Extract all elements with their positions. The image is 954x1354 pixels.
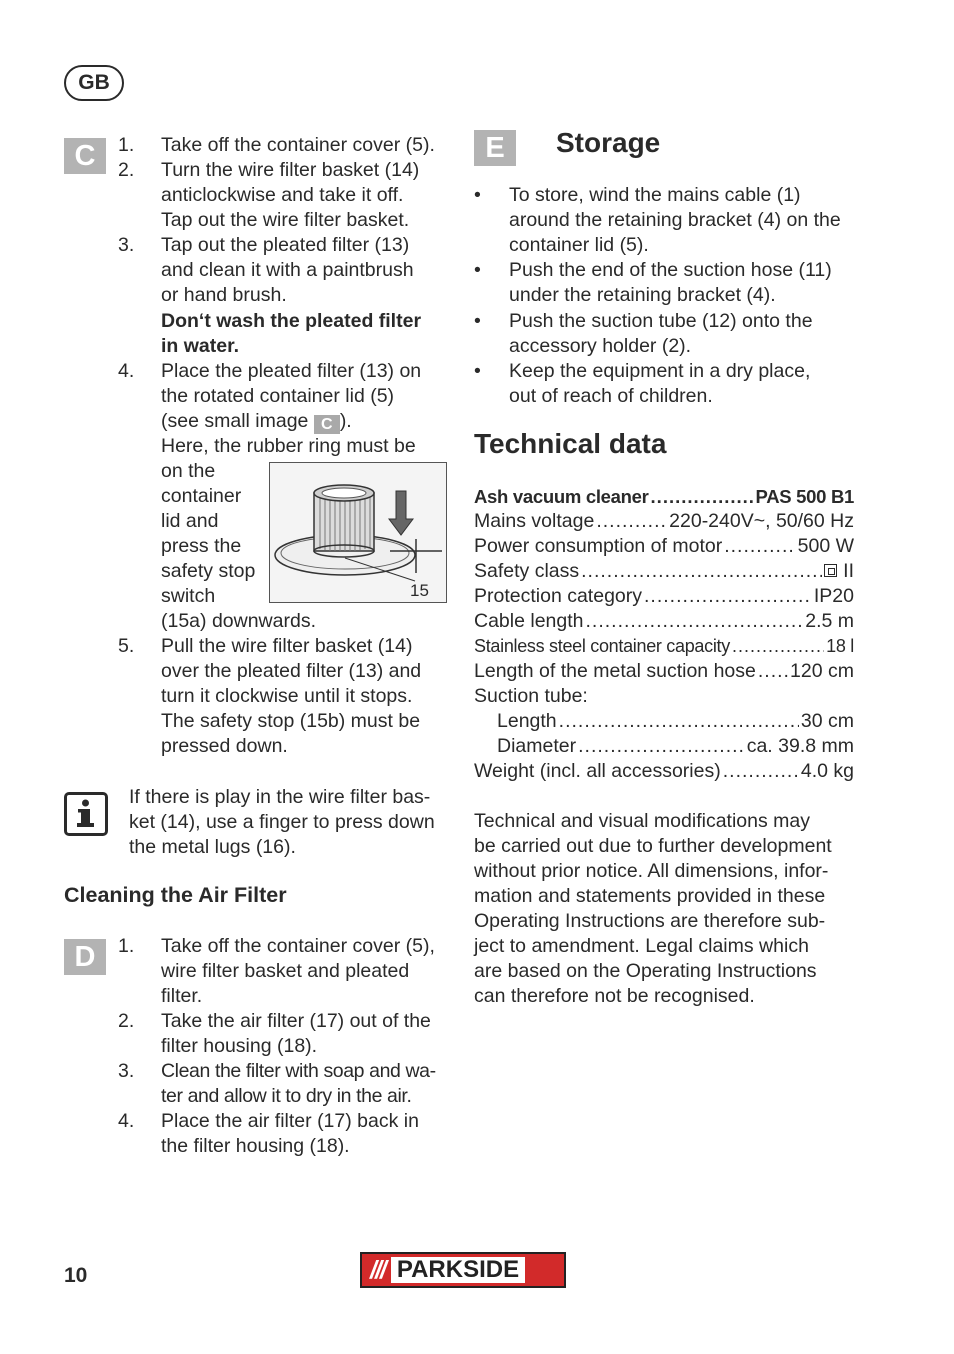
disclaimer-text: are based on the Operating Instructions xyxy=(474,960,817,982)
spec-row xyxy=(474,584,854,609)
step-text: Take off the container cover (5), xyxy=(161,935,435,957)
storage-text: out of reach of children. xyxy=(509,385,713,407)
spec-label: Ash vacuum cleaner xyxy=(474,486,649,507)
step-text: Take the air filter (17) out of the xyxy=(161,1010,431,1032)
step-text: filter. xyxy=(161,985,203,1007)
spec-label: Protection category xyxy=(474,585,643,607)
spec-row xyxy=(474,634,854,659)
spec-value: 4.0 kg xyxy=(800,760,854,782)
step-text: ter and allow it to dry in the air. xyxy=(161,1085,412,1107)
page-number: 10 xyxy=(64,1264,88,1287)
step-text: Place the pleated filter (13) on xyxy=(161,360,422,382)
disclaimer-text: can therefore not be recognised. xyxy=(474,985,755,1007)
spec-label: Cable length xyxy=(474,610,584,632)
section-e-marker: E xyxy=(474,130,516,166)
bullet: • xyxy=(474,310,481,332)
step-text: lid and xyxy=(161,510,219,532)
air-filter-heading: Cleaning the Air Filter xyxy=(64,883,287,907)
step-text: safety stop xyxy=(161,560,256,582)
step-number: 3. xyxy=(118,1060,135,1082)
step-text: Clean the filter with soap and wa- xyxy=(161,1060,436,1082)
spec-value: II xyxy=(843,560,854,582)
step-number: 5. xyxy=(118,635,135,657)
bullet: • xyxy=(474,259,481,281)
section-d-marker: D xyxy=(64,939,106,975)
step-number: 1. xyxy=(118,134,135,156)
spec-value: PAS 500 B1 xyxy=(755,486,854,507)
spec-row xyxy=(497,734,854,759)
step-number: 1. xyxy=(118,935,135,957)
spec-row xyxy=(474,559,854,584)
figure-callout-15: 15 xyxy=(410,581,429,600)
spec-row xyxy=(474,534,854,559)
step-text: Take off the container cover (5). xyxy=(161,134,435,156)
spec-row xyxy=(474,684,854,709)
disclaimer-text: Technical and visual modifications may xyxy=(474,810,810,832)
spec-value: 220-240V~, 50/60 Hz xyxy=(669,510,854,532)
info-icon xyxy=(64,792,108,836)
step-text xyxy=(161,409,352,434)
step-text: over the pleated filter (13) and xyxy=(161,660,422,682)
section-c-marker: C xyxy=(64,138,106,174)
double-insulation-icon xyxy=(824,564,837,577)
spec-value: 18 l xyxy=(826,636,854,656)
filter-lid-figure xyxy=(269,462,447,603)
step-text: wire filter basket and pleated xyxy=(161,960,410,982)
step-text: Place the air filter (17) back in xyxy=(161,1110,419,1132)
storage-text: Push the suction tube (12) onto the xyxy=(509,310,813,332)
spec-label: Weight (incl. all accessories) xyxy=(474,760,721,782)
step-number: 3. xyxy=(118,234,135,256)
step-text: and clean it with a paintbrush xyxy=(161,259,414,281)
spec-row xyxy=(474,759,854,784)
step-text: anticlockwise and take it off. xyxy=(161,184,404,206)
step-text: filter housing (18). xyxy=(161,1035,318,1057)
step-text: Turn the wire filter basket (14) xyxy=(161,159,420,181)
storage-text: around the retaining bracket (4) on the xyxy=(509,209,841,231)
disclaimer-text: be carried out due to further development xyxy=(474,835,832,857)
storage-text: under the retaining bracket (4). xyxy=(509,284,776,306)
spec-label: Suction tube: xyxy=(474,685,588,707)
spec-label: Power consumption of motor xyxy=(474,535,723,557)
step-number: 2. xyxy=(118,159,135,181)
technical-data-heading: Technical data xyxy=(474,428,667,459)
step-text: or hand brush. xyxy=(161,284,287,306)
disclaimer-text: mation and statements provided in these xyxy=(474,885,826,907)
bullet: • xyxy=(474,360,481,382)
storage-text: container lid (5). xyxy=(509,234,649,256)
spec-label: Mains voltage xyxy=(474,510,595,532)
language-badge: GB xyxy=(64,65,124,101)
image-c-reference: C xyxy=(314,415,340,434)
warning-text: in water. xyxy=(161,335,240,357)
disclaimer-text: without prior notice. All dimensions, infor- xyxy=(474,860,829,882)
spec-label: Length of the metal suction hose xyxy=(474,660,756,682)
spec-value: 120 cm xyxy=(790,660,854,682)
step-number: 4. xyxy=(118,1110,135,1132)
storage-text: Keep the equipment in a dry place, xyxy=(509,360,811,382)
spec-label: Length xyxy=(497,710,557,732)
spec-label: Safety class xyxy=(474,560,580,582)
storage-heading: Storage xyxy=(556,127,661,158)
spec-row xyxy=(497,709,854,734)
step-text: on the xyxy=(161,460,216,482)
step-text: press the xyxy=(161,535,242,557)
logo-slashes: /// xyxy=(370,1256,385,1284)
step-text: (15a) downwards. xyxy=(161,610,316,632)
bullet: • xyxy=(474,184,481,206)
storage-text: To store, wind the mains cable (1) xyxy=(509,184,801,206)
step-text: pressed down. xyxy=(161,735,288,757)
spec-value: IP20 xyxy=(813,585,854,607)
step-text: switch xyxy=(161,585,216,607)
spec-value: 30 cm xyxy=(800,710,854,732)
spec-value: 500 W xyxy=(797,535,854,557)
step-text-part: (see small image xyxy=(161,410,309,432)
step-text: Tap out the wire filter basket. xyxy=(161,209,410,231)
step-text: The safety stop (15b) must be xyxy=(161,710,421,732)
step-number: 4. xyxy=(118,360,135,382)
storage-text: Push the end of the suction hose (11) xyxy=(509,259,832,281)
spec-label: Diameter xyxy=(497,735,577,757)
spec-value: ca. 39.8 mm xyxy=(746,735,854,757)
logo-brand: PARKSIDE xyxy=(391,1257,525,1283)
step-text: turn it clockwise until it stops. xyxy=(161,685,413,707)
spec-label: Stainless steel container capacity xyxy=(474,636,730,656)
step-text: Here, the rubber ring must be xyxy=(161,435,416,457)
step-text: Tap out the pleated filter (13) xyxy=(161,234,410,256)
warning-text: Don‘t wash the pleated filter xyxy=(161,310,422,332)
info-note-text: ket (14), use a finger to press down xyxy=(129,811,435,833)
step-text: container xyxy=(161,485,242,507)
step-text: the rotated container lid (5) xyxy=(161,385,395,407)
step-text-close: ). xyxy=(339,410,352,432)
step-text: the filter housing (18). xyxy=(161,1135,350,1157)
spec-row xyxy=(474,609,854,634)
step-text: Pull the wire filter basket (14) xyxy=(161,635,413,657)
spec-row xyxy=(474,659,854,684)
spec-row xyxy=(474,484,854,509)
info-note-text: the metal lugs (16). xyxy=(129,836,296,858)
spec-value: 2.5 m xyxy=(805,610,854,632)
parkside-logo xyxy=(360,1252,566,1288)
info-note-text: If there is play in the wire filter bas- xyxy=(129,786,431,808)
storage-text: accessory holder (2). xyxy=(509,335,692,357)
step-number: 2. xyxy=(118,1010,135,1032)
disclaimer-text: Operating Instructions are therefore sub- xyxy=(474,910,826,932)
spec-row xyxy=(474,509,854,534)
disclaimer-text: ject to amendment. Legal claims which xyxy=(474,935,809,957)
